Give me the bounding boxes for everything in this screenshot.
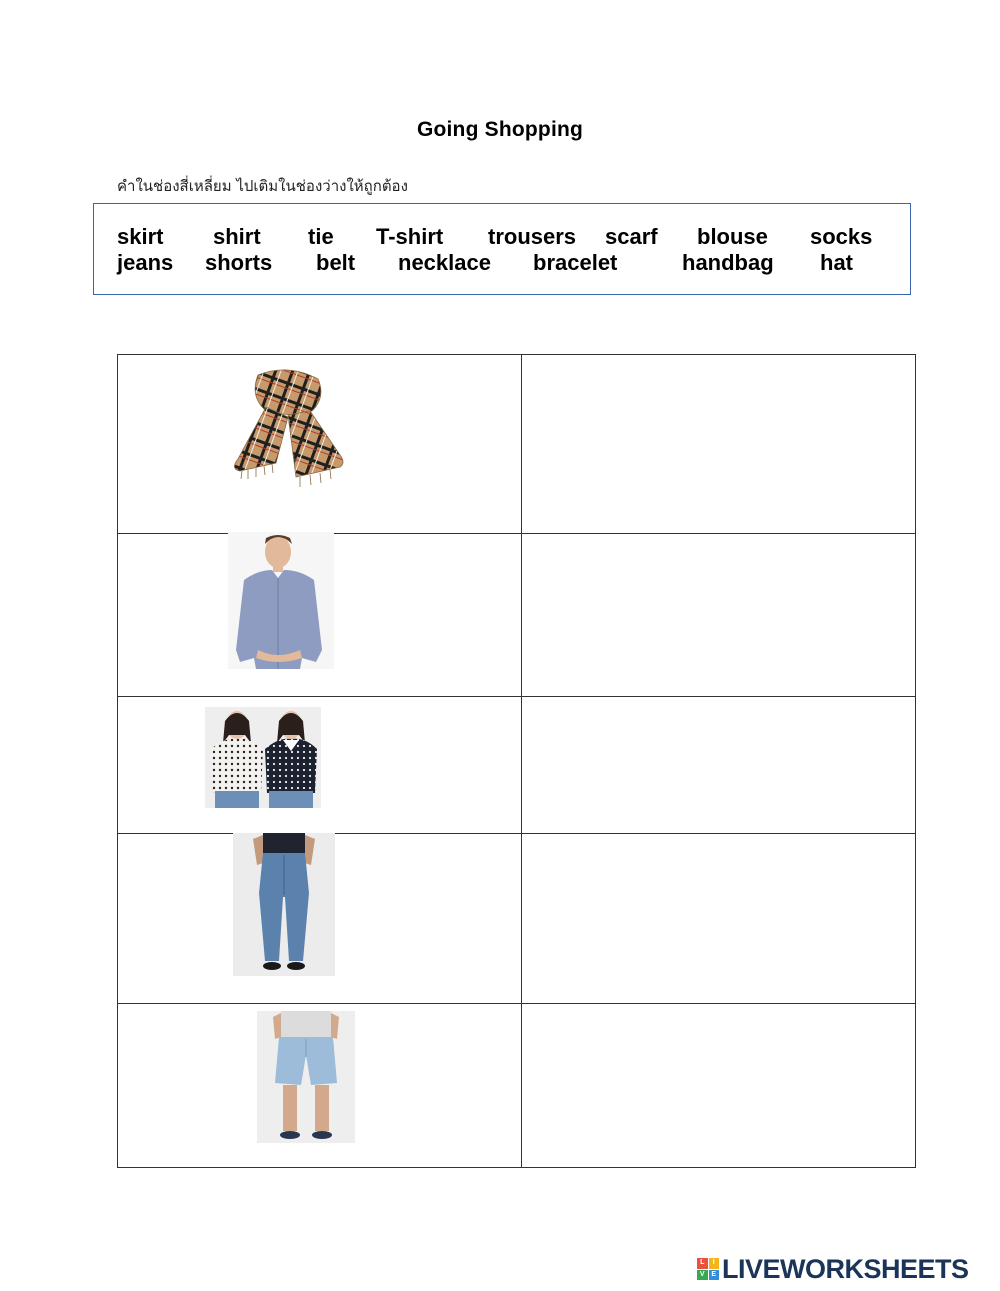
word-bank-word: belt: [316, 250, 356, 275]
word-bank-word: shorts: [205, 250, 273, 275]
word-bank-word: blouse: [697, 224, 768, 249]
logo-text: LIVEWORKSHEETS: [722, 1253, 969, 1284]
page-title: Going Shopping: [416, 118, 584, 141]
answer-cell[interactable]: [522, 834, 916, 1004]
answer-cell[interactable]: [522, 534, 916, 697]
table-row: [118, 534, 916, 697]
word-bank-word: jeans: [117, 250, 174, 275]
shirt-image: [228, 532, 334, 669]
instruction-text: คำในช่องสี่เหลี่ยม ไปเติมในช่องว่างให้ถูกต้อง: [117, 177, 408, 195]
picture-cell: [118, 355, 522, 534]
answer-table: [117, 354, 916, 1168]
logo-icon: L I V E: [697, 1258, 719, 1280]
picture-cell: [118, 534, 522, 697]
word-bank-box: [93, 203, 911, 295]
shorts-image: [257, 1011, 355, 1143]
word-bank-word: skirt: [117, 224, 164, 249]
word-bank-word: shirt: [213, 224, 261, 249]
answer-cell[interactable]: [522, 1004, 916, 1168]
word-bank-word: bracelet: [533, 250, 618, 275]
word-bank-word: hat: [820, 250, 853, 275]
table-row: [118, 355, 916, 534]
word-bank-word: trousers: [488, 224, 577, 249]
picture-cell: [118, 697, 522, 834]
table-row: [118, 1004, 916, 1168]
word-bank-word: scarf: [605, 224, 658, 249]
word-bank-word: socks: [810, 224, 873, 249]
word-bank-word: handbag: [682, 250, 774, 275]
jeans-image: [233, 833, 335, 976]
table-row: [118, 834, 916, 1004]
word-bank-word: T-shirt: [376, 224, 444, 249]
answer-cell[interactable]: [522, 697, 916, 834]
word-bank-word: tie: [308, 224, 334, 249]
liveworksheets-logo: [697, 1254, 969, 1284]
scarf-image: [218, 367, 354, 495]
word-bank-word: necklace: [398, 250, 491, 275]
picture-cell: [118, 1004, 522, 1168]
picture-cell: [118, 834, 522, 1004]
blouse-image: [205, 707, 321, 808]
answer-cell[interactable]: [522, 355, 916, 534]
table-row: [118, 697, 916, 834]
